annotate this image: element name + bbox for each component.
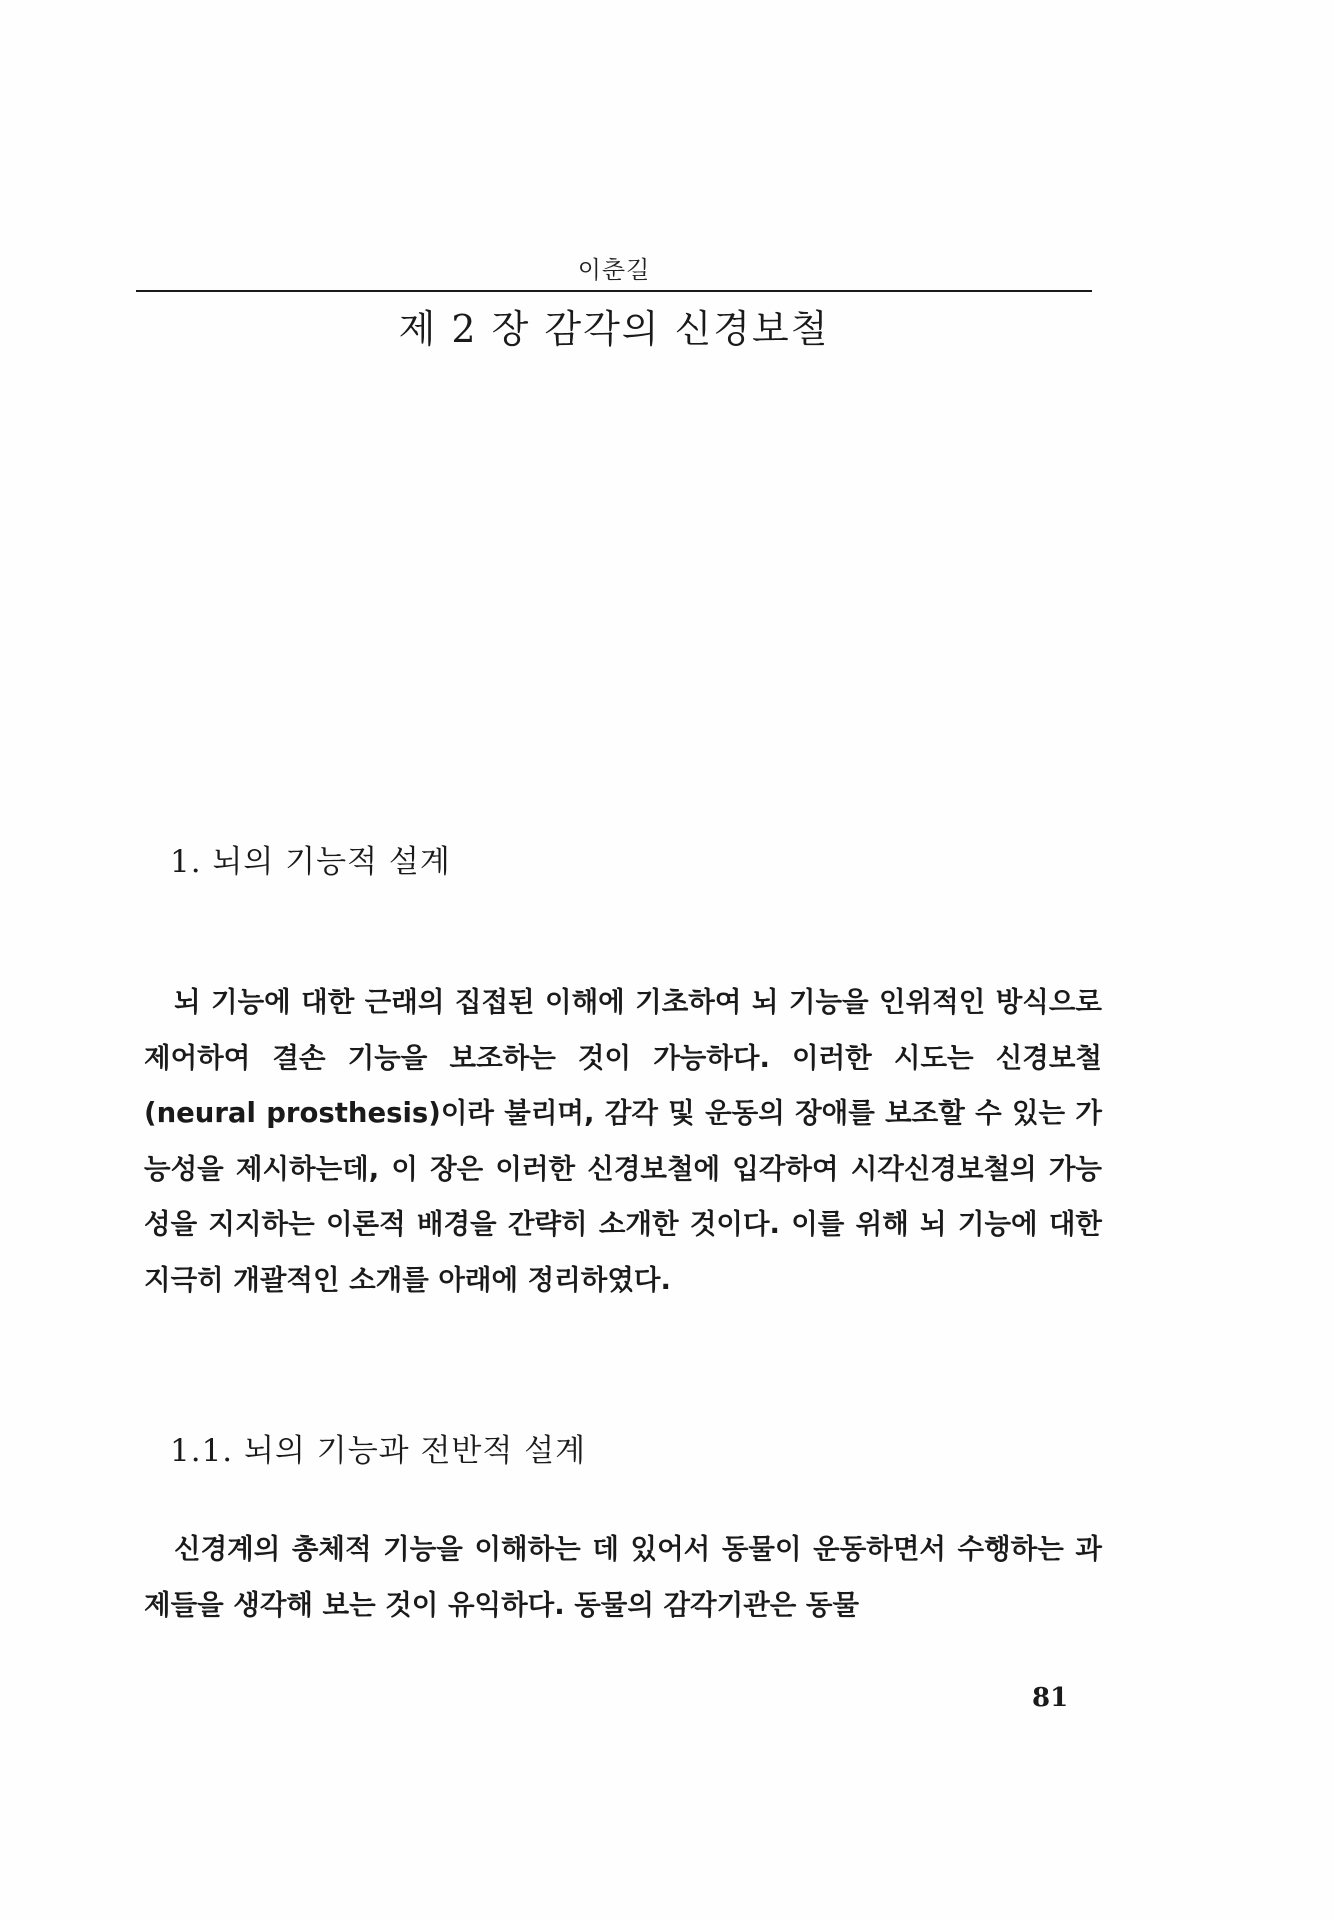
section-heading-1-1: 1.1. 뇌의 기능과 전반적 설계 [170, 1433, 587, 1469]
running-header-author: 이춘길 [577, 256, 651, 284]
page-number: 81 [1032, 1683, 1069, 1713]
header-rule [136, 290, 1092, 292]
section-1-paragraph: 뇌 기능에 대한 근래의 집접된 이해에 기초하여 뇌 기능을 인위적인 방식으로 제어하여 결손 기능을 보조하는 것이 가능하다. 이러한 시도는 신경보철(neural prosthesis)이라 불리며, 감각 및 운동의 장애를 보조할 수 있는 가능성을 제시하는데, 이 장은 이러한 신경보철에 입각하여 시각신경보철의 가능성을 지지하는 이론적 배경을 간략히 소개한 것이다. 이를 위해 뇌 기능에 대한 지극히 개괄적인 소개를 아래에 정리하였다. [144, 986, 1102, 1296]
section-1-1-paragraph: 신경계의 총체적 기능을 이해하는 데 있어서 동물이 운동하면서 수행하는 과제들을 생각해 보는 것이 유익하다. 동물의 감각기관은 동물 [144, 1533, 1102, 1621]
chapter-title: 제 2 장 감각의 신경보철 [398, 307, 830, 351]
section-heading-1: 1. 뇌의 기능적 설계 [170, 844, 451, 880]
